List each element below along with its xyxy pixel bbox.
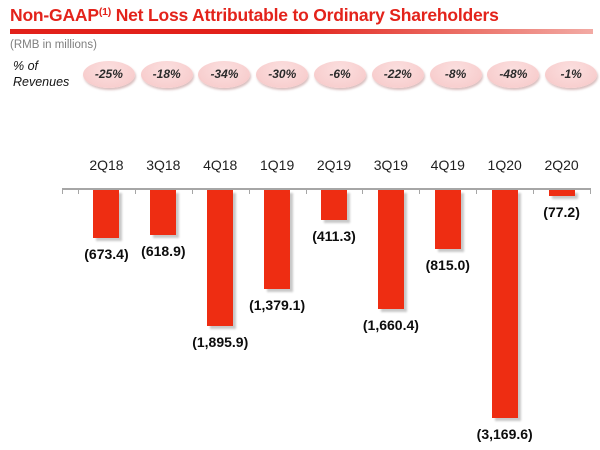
pct-ellipse: -30% (256, 61, 308, 88)
pct-ellipse-cell (484, 60, 542, 88)
bar (549, 190, 575, 196)
bar-column (78, 190, 135, 262)
bar-value-label: (411.3) (312, 228, 356, 244)
pct-ellipse: -18% (141, 61, 193, 88)
bar-column (533, 190, 590, 220)
units-label: (RMB in millions) (10, 39, 97, 51)
pct-ellipse-cell (196, 60, 254, 88)
bar (435, 190, 461, 249)
category-label: 2Q19 (316, 157, 352, 173)
title-rest: Net Loss Attributable to Ordinary Shareholders (111, 5, 499, 25)
axis-tick (62, 188, 63, 194)
title-underline (10, 29, 593, 34)
pct-ellipse: -6% (314, 61, 366, 88)
bar-value-label: (1,895.9) (192, 334, 249, 350)
bar-column (476, 190, 533, 442)
bar-column (249, 190, 306, 313)
bar-value-label: (77.2) (543, 204, 580, 220)
category-labels-row (78, 157, 590, 174)
bar-value-label: (3,169.6) (476, 426, 533, 442)
pct-ellipse: -48% (487, 61, 539, 88)
axis-tick (590, 188, 591, 194)
title-prefix: Non-GAAP (10, 5, 99, 25)
category-label: 4Q18 (203, 157, 238, 173)
bar-column (419, 190, 476, 273)
bar-column (135, 190, 192, 259)
pct-label-line2: Revenues (13, 74, 70, 89)
pct-ellipse-cell (311, 60, 369, 88)
bar (150, 190, 176, 235)
pct-of-revenues-label (13, 59, 69, 90)
category-label: 2Q20 (544, 157, 579, 173)
category-label: 3Q19 (373, 157, 409, 173)
bar-value-label: (618.9) (141, 243, 186, 259)
page-title (10, 2, 499, 31)
pct-ellipse-cell (542, 60, 600, 88)
bar-column (306, 190, 363, 244)
bar (207, 190, 233, 326)
bar-value-label: (1,379.1) (249, 297, 306, 313)
bar (492, 190, 518, 418)
title-footnote-marker: (1) (98, 6, 112, 18)
pct-ellipse: -22% (372, 61, 424, 88)
bar-value-label: (673.4) (84, 246, 129, 262)
bar-column (362, 190, 419, 333)
bar (264, 190, 290, 289)
pct-ellipse-cell (369, 60, 427, 88)
pct-ellipse: -1% (545, 61, 597, 88)
category-label: 3Q18 (146, 157, 181, 173)
category-label: 1Q19 (259, 157, 295, 173)
bar-column (192, 190, 249, 350)
category-label: 4Q19 (430, 157, 465, 173)
category-label: 1Q20 (487, 157, 522, 173)
bar-value-label: (1,660.4) (362, 317, 419, 333)
category-label: 2Q18 (89, 157, 124, 173)
bar (378, 190, 404, 309)
pct-ellipse-cell (138, 60, 196, 88)
pct-ellipse-cell (427, 60, 485, 88)
pct-ellipse-cell (80, 60, 138, 88)
bars-row (78, 190, 590, 442)
pct-ellipse: -34% (198, 61, 250, 88)
pct-of-revenues-row (80, 60, 600, 88)
pct-ellipse: -25% (83, 61, 135, 88)
bar (321, 190, 347, 220)
pct-ellipse-cell (253, 60, 311, 88)
bar (93, 190, 119, 238)
pct-label-line1: % of (13, 59, 39, 73)
bar-value-label: (815.0) (425, 257, 470, 273)
pct-ellipse: -8% (430, 61, 482, 88)
